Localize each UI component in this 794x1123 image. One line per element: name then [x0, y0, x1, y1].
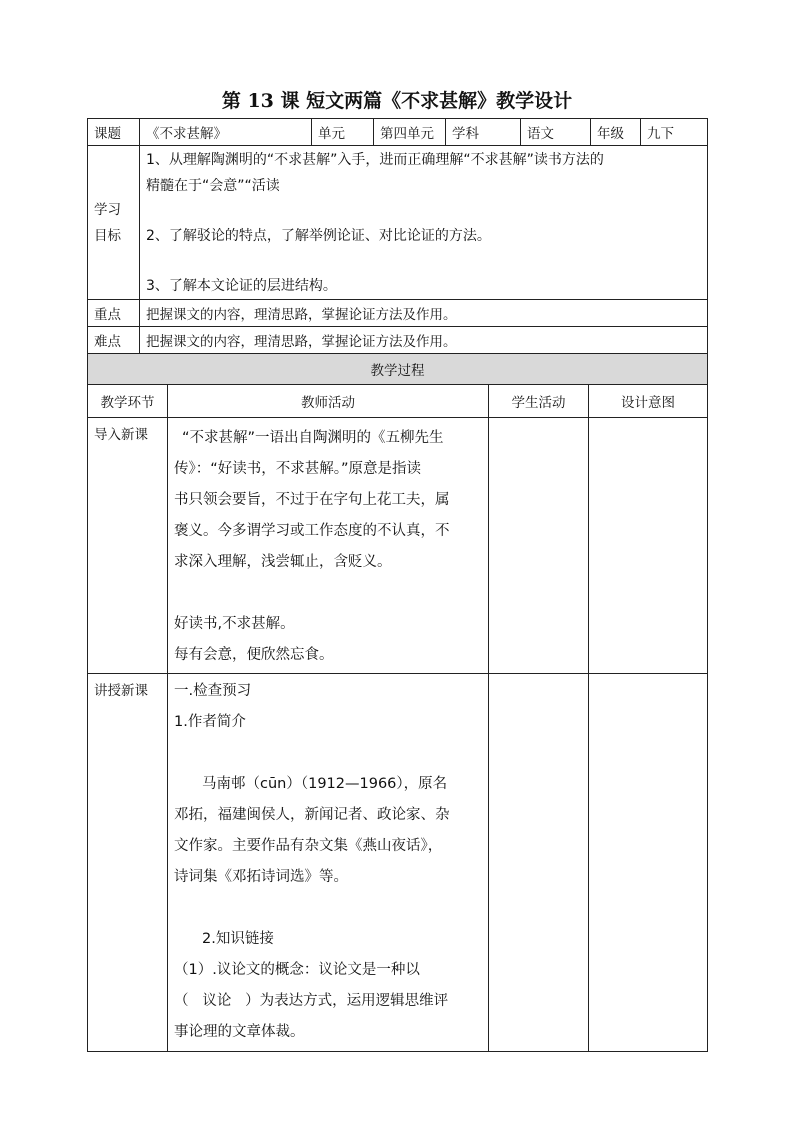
- intro-line: 求深入理解，浅尝辄止，含贬义。: [174, 554, 392, 570]
- lecture-line: （ 议论 ）为表达方式，运用逻辑思维评: [174, 993, 449, 1009]
- lecture-line: 马南邨（cūn）（1912—1966），原名: [202, 776, 448, 792]
- intro-line: 传》：“好读书，不求甚解。”原意是指读: [174, 461, 422, 477]
- intro-row: [88, 418, 708, 674]
- objective-2: 2、了解驳论的特点，了解举例论证、对比论证的方法。: [146, 228, 491, 244]
- key-point-label: 重点: [88, 300, 140, 327]
- grade-label: 年级: [591, 119, 641, 146]
- difficulty-value: 把握课文的内容，理清思路，掌握论证方法及作用。: [140, 327, 708, 354]
- topic-value: 《不求甚解》: [140, 119, 312, 146]
- intro-stage: 导入新课: [88, 418, 168, 674]
- intro-design-intent: [589, 418, 708, 674]
- objectives-row: [88, 146, 708, 300]
- intro-line: 褒义。今多谓学习或工作态度的不认真，不: [174, 523, 450, 539]
- difficulty-row: [88, 327, 708, 354]
- objectives-label-line2: 目标: [94, 227, 121, 244]
- lecture-student-activity: [489, 674, 589, 1052]
- objectives-label-line1: 学习: [94, 201, 121, 218]
- lecture-line: 邓拓，福建闽侯人，新闻记者、政论家、杂: [174, 807, 450, 823]
- difficulty-label: 难点: [88, 327, 140, 354]
- intro-student-activity: [489, 418, 589, 674]
- objective-3: 3、了解本文论证的层进结构。: [146, 278, 337, 294]
- intro-line: 每有会意，便欣然忘食。: [174, 647, 334, 663]
- subject-label: 学科: [446, 119, 521, 146]
- lecture-design-intent: [589, 674, 708, 1052]
- objective-1-line2: 精髓在于“会意”“活读: [146, 178, 280, 194]
- key-point-row: [88, 300, 708, 327]
- column-header-row: [88, 385, 708, 418]
- objective-1-line1: 1、从理解陶渊明的“不求甚解”入手，进而正确理解“不求甚解”读书方法的: [146, 152, 604, 168]
- info-row: [88, 119, 708, 146]
- col-intent: 设计意图: [589, 385, 708, 418]
- lecture-line: 诗词集《邓拓诗词选》等。: [174, 869, 348, 885]
- topic-label: 课题: [88, 119, 140, 146]
- lecture-line: 一.检查预习: [174, 683, 252, 699]
- process-header: 教学过程: [88, 354, 708, 385]
- lecture-line: 事论理的文章体裁。: [174, 1024, 305, 1040]
- teaching-process-table: [87, 353, 708, 1052]
- col-student: 学生活动: [489, 385, 589, 418]
- lesson-info-table: [87, 118, 708, 354]
- key-point-value: 把握课文的内容，理清思路，掌握论证方法及作用。: [140, 300, 708, 327]
- col-teacher: 教师活动: [168, 385, 489, 418]
- lecture-line: 1.作者简介: [174, 714, 246, 730]
- subject-value: 语文: [521, 119, 591, 146]
- intro-line: “不求甚解”一语出自陶渊明的《五柳先生: [182, 430, 444, 446]
- unit-value: 第四单元: [374, 119, 446, 146]
- intro-line: 书只领会要旨，不过于在字句上花工夫，属: [174, 492, 450, 508]
- grade-value: 九下: [641, 119, 708, 146]
- lecture-stage: 讲授新课: [88, 674, 168, 1052]
- process-header-row: [88, 354, 708, 385]
- lecture-line: （1）.议论文的概念：议论文是一种以: [174, 962, 420, 978]
- col-stage: 教学环节: [88, 385, 168, 418]
- unit-label: 单元: [312, 119, 374, 146]
- objectives-label: [88, 146, 140, 300]
- lecture-teacher-activity: [168, 674, 489, 1052]
- intro-teacher-activity: [168, 418, 489, 674]
- lecture-line: 2.知识链接: [202, 931, 274, 947]
- intro-line: 好读书,不求甚解。: [174, 616, 295, 632]
- page-title: 第 13 课 短文两篇《不求甚解》教学设计: [221, 90, 573, 112]
- lecture-row: [88, 674, 708, 1052]
- lecture-line: 文作家。主要作品有杂文集《燕山夜话》，: [174, 838, 443, 854]
- objectives-content: [140, 146, 708, 300]
